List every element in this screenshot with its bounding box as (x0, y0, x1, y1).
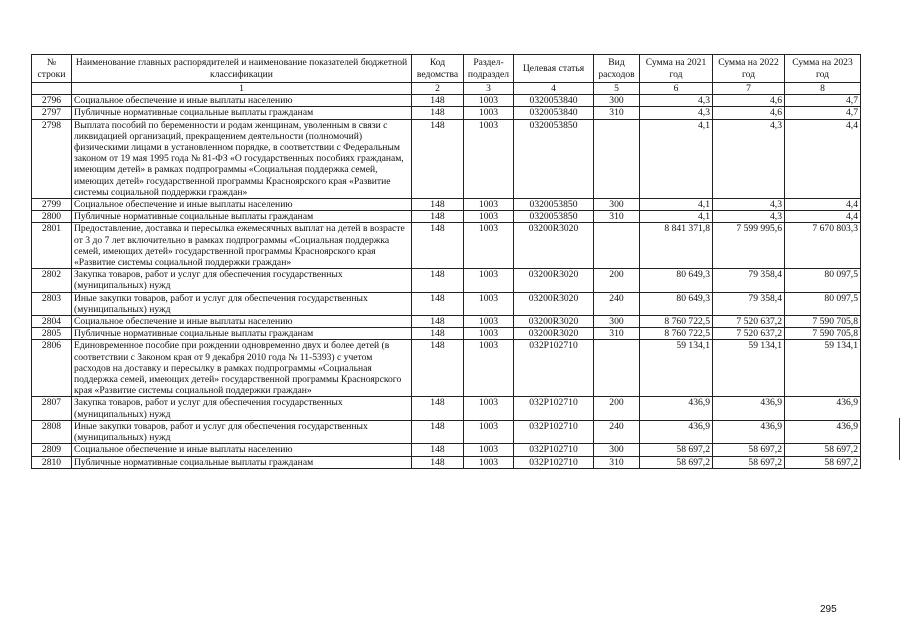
table-row (32, 269, 861, 292)
row-section: 1003 (464, 95, 514, 107)
row-expense-type: 200 (594, 397, 640, 420)
row-number: 2799 (32, 199, 72, 211)
row-sum-2022: 4,3 (713, 119, 785, 198)
row-sum-2023: 4,7 (785, 95, 861, 107)
header-name: Наименование главных распорядителей и наименование показателей бюджетной классификации (72, 55, 412, 83)
page-number: 295 (820, 604, 837, 615)
row-target: 0320053850 (514, 199, 594, 211)
row-sum-2023: 80 097,5 (785, 292, 861, 315)
row-sum-2023: 7 670 803,3 (785, 223, 861, 269)
row-section: 1003 (464, 119, 514, 198)
row-expense-type: 300 (594, 444, 640, 456)
table-row (32, 199, 861, 211)
row-name: Предоставление, доставка и пересылка ежемесячных выплат на детей в возрасте от 3 до 7 лет включительно в рамках подпрограммы «Социальная поддержка семей, имеющих детей» государственной программы Красноярского края «Развитие системы социальной поддержки граждан» (72, 223, 412, 269)
row-section: 1003 (464, 199, 514, 211)
row-target: 03200R3020 (514, 223, 594, 269)
row-target: 032P102710 (514, 397, 594, 420)
row-sum-2021: 436,9 (640, 397, 713, 420)
row-sum-2022: 58 697,2 (713, 444, 785, 456)
row-expense-type: 310 (594, 211, 640, 223)
row-name: Социальное обеспечение и иные выплаты населению (72, 444, 412, 456)
row-sum-2022: 58 697,2 (713, 456, 785, 468)
row-sum-2022: 4,6 (713, 95, 785, 107)
row-sum-2023: 436,9 (785, 420, 861, 443)
row-section: 1003 (464, 292, 514, 315)
table-row (32, 95, 861, 107)
row-sum-2022: 7 599 995,6 (713, 223, 785, 269)
row-dept-code: 148 (412, 95, 464, 107)
row-expense-type: 300 (594, 95, 640, 107)
row-dept-code: 148 (412, 269, 464, 292)
row-expense-type: 240 (594, 420, 640, 443)
row-number: 2798 (32, 119, 72, 198)
header-row (32, 55, 861, 83)
row-sum-2021: 8 760 722,5 (640, 328, 713, 340)
row-section: 1003 (464, 420, 514, 443)
row-target: 03200R3020 (514, 269, 594, 292)
row-expense-type: 300 (594, 199, 640, 211)
row-dept-code: 148 (412, 316, 464, 328)
row-sum-2022: 4,3 (713, 211, 785, 223)
row-target: 032P102710 (514, 340, 594, 397)
header-expense-type: Вид расходов (594, 55, 640, 83)
row-dept-code: 148 (412, 211, 464, 223)
row-sum-2023: 59 134,1 (785, 340, 861, 397)
row-sum-2021: 80 649,3 (640, 292, 713, 315)
row-sum-2021: 436,9 (640, 420, 713, 443)
row-expense-type (594, 119, 640, 198)
row-expense-type: 310 (594, 107, 640, 119)
table-row (32, 107, 861, 119)
table-row (32, 340, 861, 397)
row-sum-2021: 59 134,1 (640, 340, 713, 397)
row-section: 1003 (464, 211, 514, 223)
row-dept-code: 148 (412, 340, 464, 397)
row-name: Публичные нормативные социальные выплаты гражданам (72, 456, 412, 468)
column-number: 2 (412, 83, 464, 95)
table-row (32, 444, 861, 456)
row-sum-2021: 4,1 (640, 199, 713, 211)
row-expense-type: 240 (594, 292, 640, 315)
row-name: Публичные нормативные социальные выплаты гражданам (72, 328, 412, 340)
row-dept-code: 148 (412, 199, 464, 211)
row-expense-type: 310 (594, 456, 640, 468)
row-sum-2023: 4,4 (785, 211, 861, 223)
row-section: 1003 (464, 269, 514, 292)
row-sum-2023: 7 590 705,8 (785, 316, 861, 328)
row-sum-2021: 58 697,2 (640, 444, 713, 456)
row-sum-2021: 8 841 371,8 (640, 223, 713, 269)
column-number: 7 (713, 83, 785, 95)
row-dept-code: 148 (412, 397, 464, 420)
row-expense-type: 200 (594, 269, 640, 292)
row-section: 1003 (464, 316, 514, 328)
row-dept-code: 148 (412, 119, 464, 198)
row-number: 2806 (32, 340, 72, 397)
row-sum-2022: 7 520 637,2 (713, 328, 785, 340)
row-target: 0320053840 (514, 95, 594, 107)
row-section: 1003 (464, 340, 514, 397)
header-target: Целевая статья (514, 55, 594, 83)
row-name: Иные закупки товаров, работ и услуг для обеспечения государственных (муниципальных) нужд (72, 292, 412, 315)
row-number: 2808 (32, 420, 72, 443)
column-number: 8 (785, 83, 861, 95)
column-number: 4 (514, 83, 594, 95)
row-expense-type (594, 340, 640, 397)
row-sum-2021: 80 649,3 (640, 269, 713, 292)
row-number: 2801 (32, 223, 72, 269)
row-section: 1003 (464, 223, 514, 269)
row-dept-code: 148 (412, 223, 464, 269)
table-body (32, 95, 861, 469)
row-name: Закупка товаров, работ и услуг для обеспечения государственных (муниципальных) нужд (72, 269, 412, 292)
row-name: Социальное обеспечение и иные выплаты населению (72, 199, 412, 211)
table-row (32, 119, 861, 198)
row-number: 2796 (32, 95, 72, 107)
row-expense-type: 300 (594, 316, 640, 328)
row-sum-2022: 79 358,4 (713, 269, 785, 292)
row-sum-2022: 59 134,1 (713, 340, 785, 397)
table-row (32, 397, 861, 420)
row-number: 2797 (32, 107, 72, 119)
row-sum-2022: 4,6 (713, 107, 785, 119)
column-number (32, 83, 72, 95)
header-sum-2022: Сумма на 2022 год (713, 55, 785, 83)
row-sum-2022: 79 358,4 (713, 292, 785, 315)
column-number: 3 (464, 83, 514, 95)
row-sum-2023: 4,7 (785, 107, 861, 119)
row-name: Закупка товаров, работ и услуг для обеспечения государственных (муниципальных) нужд (72, 397, 412, 420)
row-target: 032P102710 (514, 420, 594, 443)
row-section: 1003 (464, 444, 514, 456)
row-name: Иные закупки товаров, работ и услуг для обеспечения государственных (муниципальных) нужд (72, 420, 412, 443)
row-sum-2021: 4,1 (640, 119, 713, 198)
row-dept-code: 148 (412, 420, 464, 443)
row-sum-2021: 8 760 722,5 (640, 316, 713, 328)
row-sum-2023: 4,4 (785, 199, 861, 211)
row-number: 2805 (32, 328, 72, 340)
header-row-no: № строки (32, 55, 72, 83)
row-sum-2023: 7 590 705,8 (785, 328, 861, 340)
row-sum-2022: 4,3 (713, 199, 785, 211)
table-row (32, 292, 861, 315)
table-row (32, 211, 861, 223)
row-target: 0320053850 (514, 211, 594, 223)
row-sum-2021: 58 697,2 (640, 456, 713, 468)
row-section: 1003 (464, 107, 514, 119)
header-sum-2021: Сумма на 2021 год (640, 55, 713, 83)
row-section: 1003 (464, 456, 514, 468)
header-dept-code: Код ведомства (412, 55, 464, 83)
row-name: Публичные нормативные социальные выплаты гражданам (72, 107, 412, 119)
row-number: 2804 (32, 316, 72, 328)
column-number-row (32, 83, 861, 95)
table-row (32, 316, 861, 328)
row-sum-2022: 436,9 (713, 397, 785, 420)
row-number: 2809 (32, 444, 72, 456)
row-sum-2021: 4,3 (640, 95, 713, 107)
row-sum-2023: 58 697,2 (785, 456, 861, 468)
row-sum-2023: 58 697,2 (785, 444, 861, 456)
row-name: Публичные нормативные социальные выплаты гражданам (72, 211, 412, 223)
row-dept-code: 148 (412, 328, 464, 340)
row-section: 1003 (464, 397, 514, 420)
budget-table (31, 54, 861, 469)
row-target: 03200R3020 (514, 316, 594, 328)
table-row (32, 456, 861, 468)
row-number: 2800 (32, 211, 72, 223)
row-number: 2802 (32, 269, 72, 292)
column-number: 6 (640, 83, 713, 95)
row-number: 2810 (32, 456, 72, 468)
row-name: Выплата пособий по беременности и родам женщинам, уволенным в связи с ликвидацией организаций, прекращением деятельности (полномочий) физическими лицами в установленном порядке, в соответствии с Федеральным законом от 19 мая 1995 года № 81-ФЗ «О государственных пособиях гражданам, имеющим детей» в рамках подпрограммы «Социальная поддержка семей, имеющих детей» государственной программы Красноярского края «Развитие системы социальной поддержки граждан» (72, 119, 412, 198)
table-row (32, 328, 861, 340)
row-sum-2023: 436,9 (785, 397, 861, 420)
row-target: 032P102710 (514, 456, 594, 468)
header-section: Раздел-подраздел (464, 55, 514, 83)
row-sum-2022: 436,9 (713, 420, 785, 443)
row-target: 0320053840 (514, 107, 594, 119)
table-row (32, 420, 861, 443)
margin-mark (899, 418, 900, 460)
row-sum-2021: 4,3 (640, 107, 713, 119)
header-sum-2023: Сумма на 2023 год (785, 55, 861, 83)
row-sum-2023: 4,4 (785, 119, 861, 198)
row-name: Единовременное пособие при рождении одновременно двух и более детей (в соответствии с Законом края от 9 декабря 2010 года № 11-5393) с учетом расходов на доставку и пересылку в рамках подпрограммы «Социальная поддержка семей, имеющих детей» государственной программы Красноярского края «Развитие системы социальной поддержки граждан» (72, 340, 412, 397)
row-sum-2021: 4,1 (640, 211, 713, 223)
row-target: 032P102710 (514, 444, 594, 456)
row-expense-type (594, 223, 640, 269)
row-sum-2022: 7 520 637,2 (713, 316, 785, 328)
row-name: Социальное обеспечение и иные выплаты населению (72, 316, 412, 328)
table-row (32, 223, 861, 269)
row-target: 03200R3020 (514, 292, 594, 315)
row-dept-code: 148 (412, 444, 464, 456)
column-number: 1 (72, 83, 412, 95)
row-section: 1003 (464, 328, 514, 340)
row-dept-code: 148 (412, 107, 464, 119)
row-name: Социальное обеспечение и иные выплаты населению (72, 95, 412, 107)
row-number: 2803 (32, 292, 72, 315)
row-dept-code: 148 (412, 292, 464, 315)
row-number: 2807 (32, 397, 72, 420)
row-dept-code: 148 (412, 456, 464, 468)
row-target: 0320053850 (514, 119, 594, 198)
row-expense-type: 310 (594, 328, 640, 340)
row-sum-2023: 80 097,5 (785, 269, 861, 292)
row-target: 03200R3020 (514, 328, 594, 340)
column-number: 5 (594, 83, 640, 95)
